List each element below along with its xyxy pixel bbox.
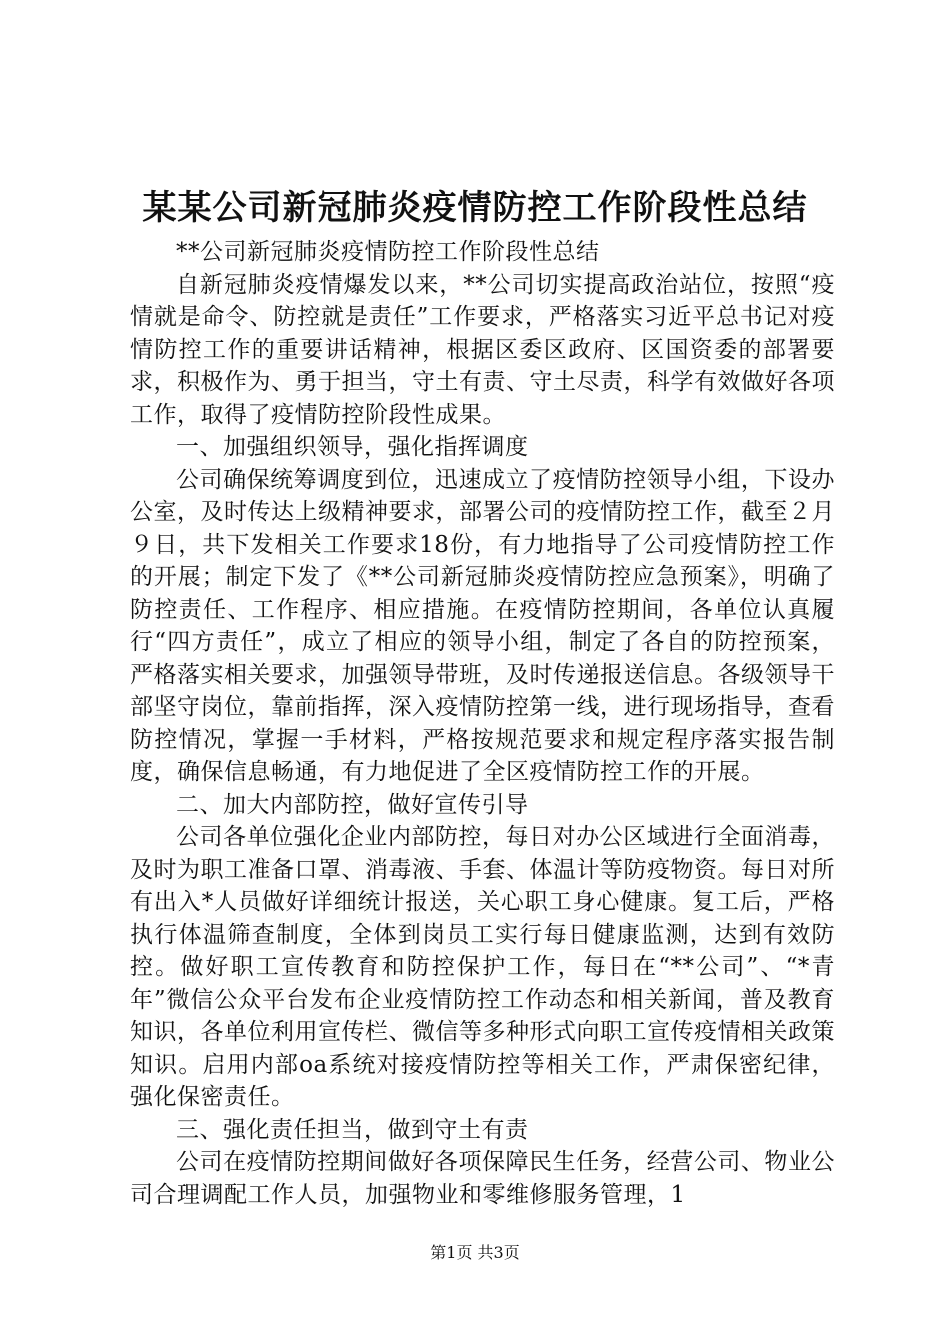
section3-paragraph: 公司在疫情防控期间做好各项保障民生任务，经营公司、物业公司合理调配工作人员，加强物业和零维修服务管理，1 [130, 1149, 835, 1208]
intro-paragraph: 自新冠肺炎疫情爆发以来，**公司切实提高政治站位，按照“疫情就是命令、防控就是责任”工作要求，严格落实习近平总书记对疫情防控工作的重要讲话精神，根据区委区政府、区国资委的部署要求，积极作为、勇于担当，守土有责、守土尽责，科学有效做好各项工作，取得了疫情防控阶段性成果。 [130, 271, 835, 428]
document-title: 某某公司新冠肺炎疫情防控工作阶段性总结 [142, 188, 808, 228]
section1-heading: 一、加强组织领导，强化指挥调度 [176, 434, 529, 460]
section2-paragraph: 公司各单位强化企业内部防控，每日对办公区域进行全面消毒，及时为职工准备口罩、消毒液、手套、体温计等防疫物资。每日对所有出入*人员做好详细统计报送，关心职工身心健康。复工后，严格执行体温筛查制度，全体到岗员工实行每日健康监测，达到有效防控。做好职工宣传教育和防控保护工作，每日在“**公司”、“*青年”微信公众平台发布企业疫情防控工作动态和相关新闻，普及教育知识，各单位利用宣传栏、微信等多种形式向职工宣传疫情相关政策知识。启用内部oa系统对接疫情防控等相关工作，严肃保密纪律，强化保密责任。 [130, 824, 835, 1110]
section1-paragraph: 公司确保统筹调度到位，迅速成立了疫情防控领导小组，下设办公室，及时传达上级精神要求，部署公司的疫情防控工作，截至２月９日，共下发相关工作要求18份，有力地指导了公司疫情防控工作的开展；制定下发了《**公司新冠肺炎疫情防控应急预案》，明确了防控责任、工作程序、相应措施。在疫情防控期间，各单位认真履行“四方责任”，成立了相应的领导小组，制定了各自的防控预案，严格落实相关要求，加强领导带班，及时传递报送信息。各级领导干部坚守岗位，靠前指挥，深入疫情防控第一线，进行现场指导，查看防控情况，掌握一手材料，严格按规范要求和规定程序落实报告制度，确保信息畅通，有力地促进了全区疫情防控工作的开展。 [130, 466, 835, 785]
section2-heading: 二、加大内部防控，做好宣传引导 [176, 791, 529, 818]
document-subtitle: **公司新冠肺炎疫情防控工作阶段性总结 [176, 239, 600, 265]
document-body [130, 236, 835, 1211]
page-footer: 第1页 共3页 [430, 1243, 520, 1262]
section3-heading: 三、强化责任担当，做到守土有责 [176, 1116, 529, 1143]
